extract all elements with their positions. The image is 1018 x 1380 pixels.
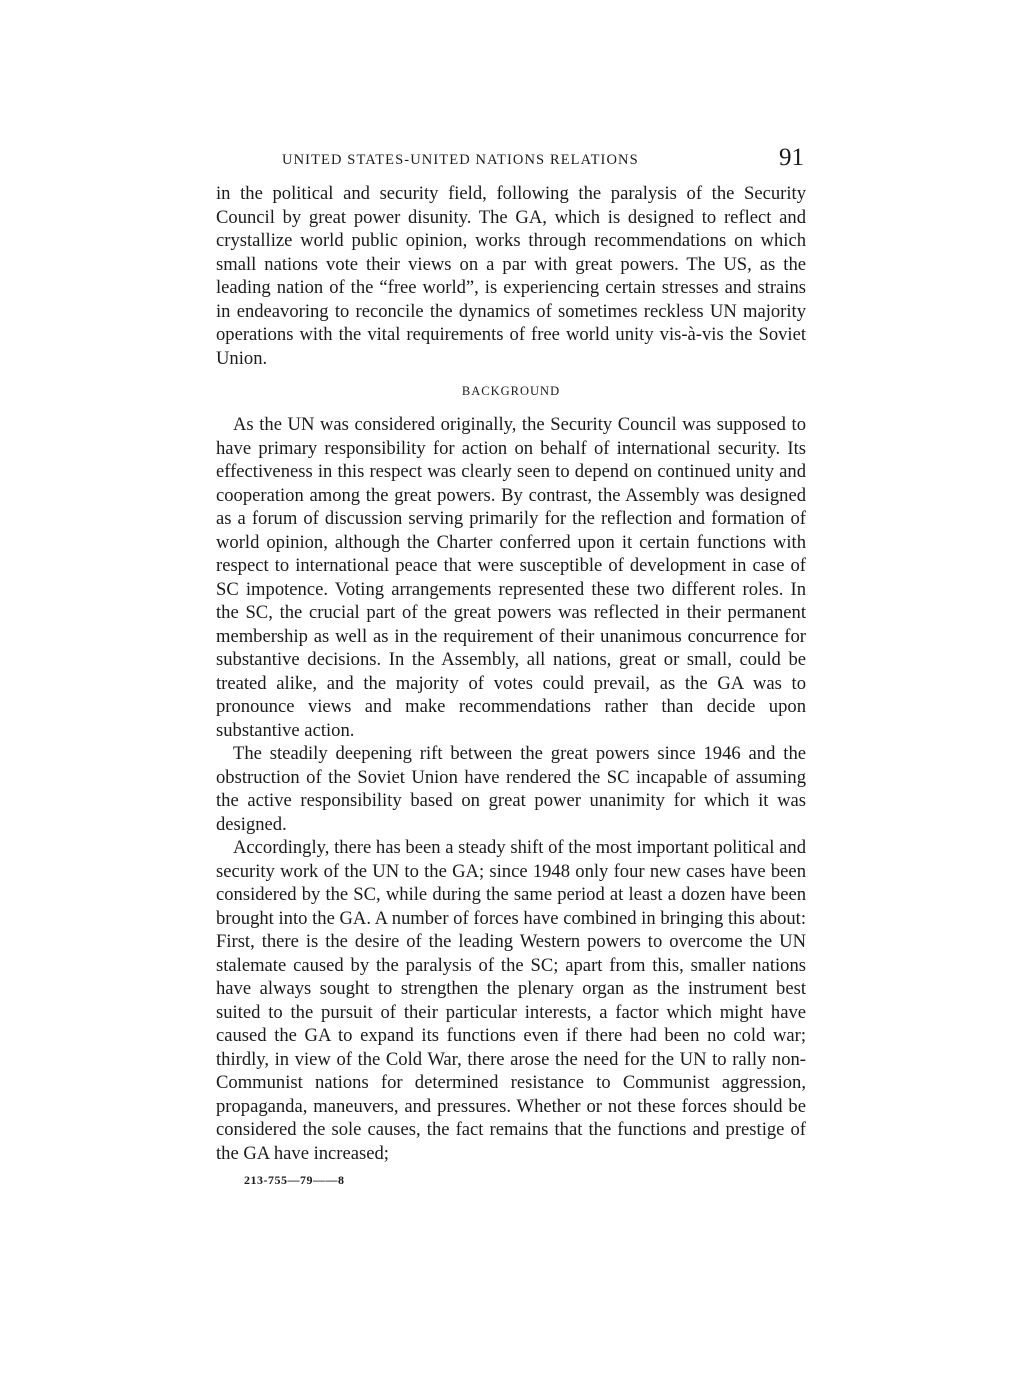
document-page <box>216 146 806 1188</box>
section-heading: BACKGROUND <box>461 384 561 398</box>
body-paragraph: Accordingly, there has been a steady shift of the most important political and security work of the UN to the GA; since 1948 only four new cases have been considered by the SC, while during the same period at least a dozen have been brought into the GA. A number of forces have combined in bringing this about: First, there is the desire of the leading Western powers to overcome the UN stalemate caused by the paralysis of the SC; apart from this, smaller nations have always sought to strengthen the plenary organ as the instrument best suited to the pursuit of their particular interests, a factor which might have caused the GA to expand its functions even if there had been no cold war; thirdly, in view of the Cold War, there arose the need for the UN to rally non-Communist nations for determined resistance to Communist aggression, propaganda, maneuvers, and pressures. Whether or not these forces should be considered the sole causes, the fact remains that the functions and prestige of the GA have increased; <box>216 837 806 1164</box>
body-paragraph: As the UN was considered originally, the Security Council was supposed to have primary responsibility for action on behalf of international security. Its effectiveness in this respect was clearly seen to depend on continued unity and cooperation among the great powers. By contrast, the Assembly was designed as a forum of discussion serving primarily for the reflection and formation of world opinion, although the Charter conferred upon it certain functions with respect to international peace that were susceptible of development in case of SC impotence. Voting arrangements represented these two different roles. In the SC, the crucial part of the great powers was reflected in their permanent membership as well as in the requirement of their unanimous concurrence for substantive decisions. In the Assembly, all nations, great or small, could be treated alike, and the majority of votes could prevail, as the GA was to pronounce views and make recommendations rather than decide upon substantive action. <box>216 414 806 741</box>
body-paragraph: The steadily deepening rift between the great powers since 1946 and the obstruction of the Soviet Union have rendered the SC incapable of assuming the active responsibility based on great power unanimity for which it was designed. <box>216 743 806 835</box>
running-title: UNITED STATES-UNITED NATIONS RELATIONS <box>282 152 639 168</box>
print-code: 213-755—79——8 <box>244 1173 345 1187</box>
page-number: 91 <box>779 144 804 171</box>
intro-paragraph: in the political and security field, following the paralysis of the Security Council by great power disunity. The GA, which is designed to reflect and crystallize world public opinion, works through recommendations on which small nations vote their views on a par with great powers. The US, as the leading nation of the “free world”, is experiencing certain stresses and strains in endeavoring to reconcile the dynamics of sometimes reckless UN majority operations with the vital requirements of free world unity vis-à-vis the Soviet Union. <box>216 183 806 369</box>
running-header <box>216 146 806 182</box>
